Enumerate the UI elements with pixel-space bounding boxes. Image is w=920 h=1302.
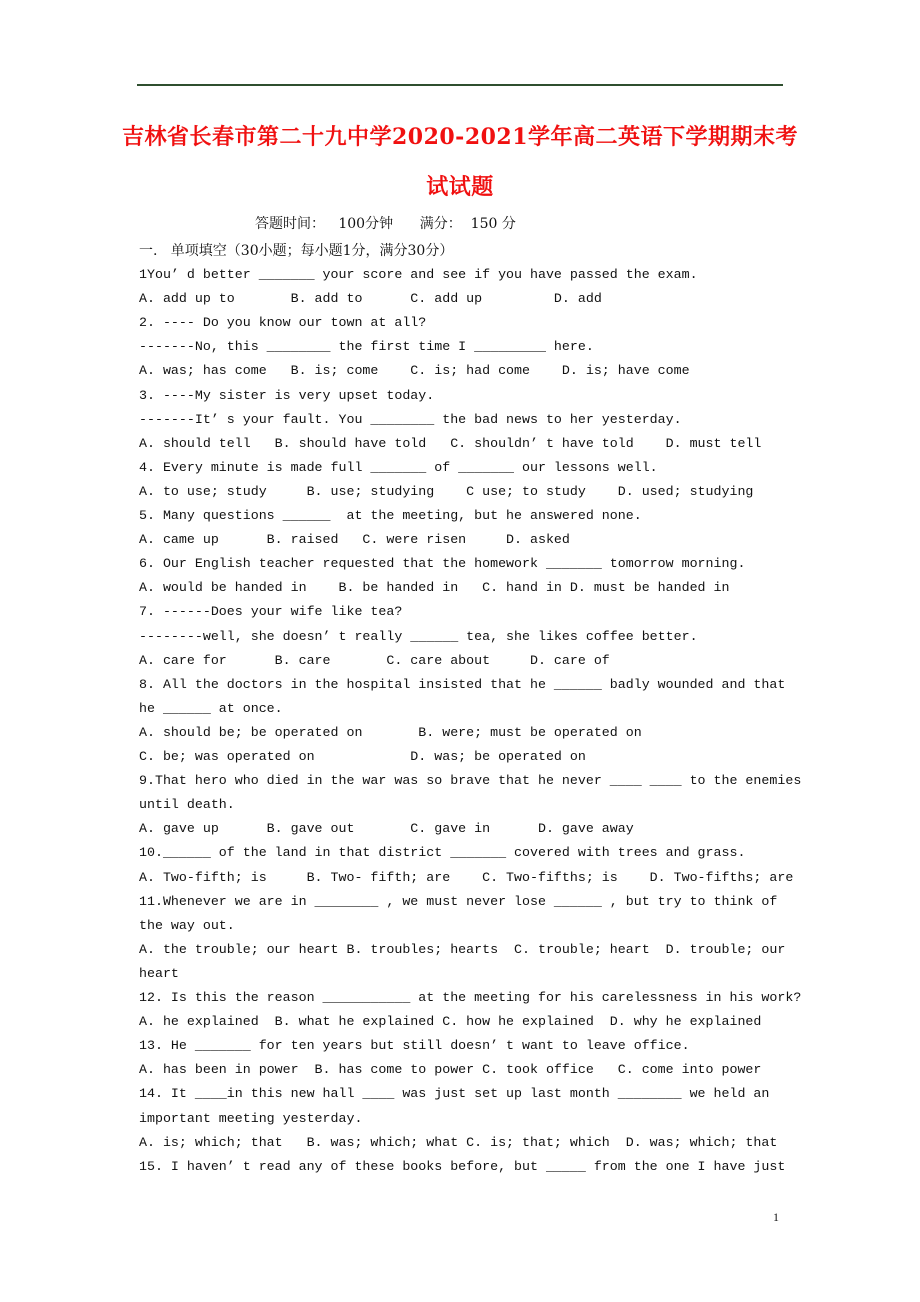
document-line: 9.That hero who died in the war was so brave that he never ____ ____ to the enemies [139,773,802,789]
exam-info: 答题时间： 100分钟 满分： 150 分 [255,216,516,232]
document-line: 6. Our English teacher requested that the homework _______ tomorrow morning. [139,556,746,572]
document-line: A. add up to B. add to C. add up D. add [139,291,602,307]
document-line: 13. He _______ for ten years but still doesn’ t want to leave office. [139,1038,690,1054]
document-line: until death. [139,797,235,813]
document-line: 11.Whenever we are in ________ , we must never lose ______ , but try to think of [139,893,778,909]
document-title-line1: 吉林省长春市第二十九中学2020-2021学年高二英语下学期期末考 [121,124,799,150]
document-line: A. would be handed in B. be handed in C. hand in D. must be handed in [139,580,730,596]
document-title-line2: 试试题 [426,174,494,200]
document-line: 12. Is this the reason ___________ at the meeting for his carelessness in his work? [139,990,802,1005]
document-line: -------It’ s your fault. You ________ the bad news to her yesterday. [139,411,682,427]
header-rule [137,84,783,86]
document-line: 15. I haven’ t read any of these books before, but _____ from the one I have just [139,1158,786,1174]
document-line: -------No, this ________ the first time I _________ here. [139,339,594,355]
document-line: heart [139,965,179,981]
document-line: 8. All the doctors in the hospital insisted that he ______ badly wounded and that [139,676,786,692]
section-heading: 一. 单项填空（30小题；每小题1分，满分30分） [139,243,454,259]
document-line: A. has been in power B. has come to power C. took office C. come into power [139,1062,762,1078]
document-line: 1You’ d better _______ your score and see if you have passed the exam. [139,267,698,282]
document-line: A. is; which; that B. was; which; what C. is; that; which D. was; which; that [139,1134,778,1150]
document-line: the way out. [139,917,235,933]
document-line: 5. Many questions ______ at the meeting, but he answered none. [139,508,642,523]
document-line: he ______ at once. [139,700,283,716]
document-line: A. he explained B. what he explained C. how he explained D. why he explained [139,1014,762,1030]
document-line: 3. ----My sister is very upset today. [139,387,435,403]
document-line: important meeting yesterday. [139,1110,363,1126]
document-line: --------well, she doesn’ t really ______ tea, she likes coffee better. [139,628,698,644]
page-number: 1 [773,1210,779,1224]
document-line: A. gave up B. gave out C. gave in D. gave away [139,821,634,837]
document-line: A. should tell B. should have told C. shouldn’ t have told D. must tell [139,435,762,451]
document-line: 10.______ of the land in that district _______ covered with trees and grass. [139,845,746,861]
document-line: 7. ------Does your wife like tea? [139,604,403,620]
document-line: C. be; was operated on D. was; be operated on [139,749,586,764]
document-line: A. Two-fifth; is B. Two- fifth; are C. Two-fifths; is D. Two-fifths; are [139,869,794,885]
document-line: 2. ---- Do you know our town at all? [139,315,427,331]
document-line: 4. Every minute is made full _______ of _______ our lessons well. [139,459,658,475]
document-line: A. should be; be operated on B. were; must be operated on [139,724,642,740]
document-line: A. to use; study B. use; studying C use; to study D. used; studying [139,483,754,499]
document-line: A. was; has come B. is; come C. is; had come D. is; have come [139,363,690,379]
document-line: A. care for B. care C. care about D. care of [139,652,610,668]
document-line: A. the trouble; our heart B. troubles; hearts C. trouble; heart D. trouble; our [139,941,786,957]
document-line: A. came up B. raised C. were risen D. asked [139,532,570,548]
document-line: 14. It ____in this new hall ____ was just set up last month ________ we held an [139,1086,770,1102]
